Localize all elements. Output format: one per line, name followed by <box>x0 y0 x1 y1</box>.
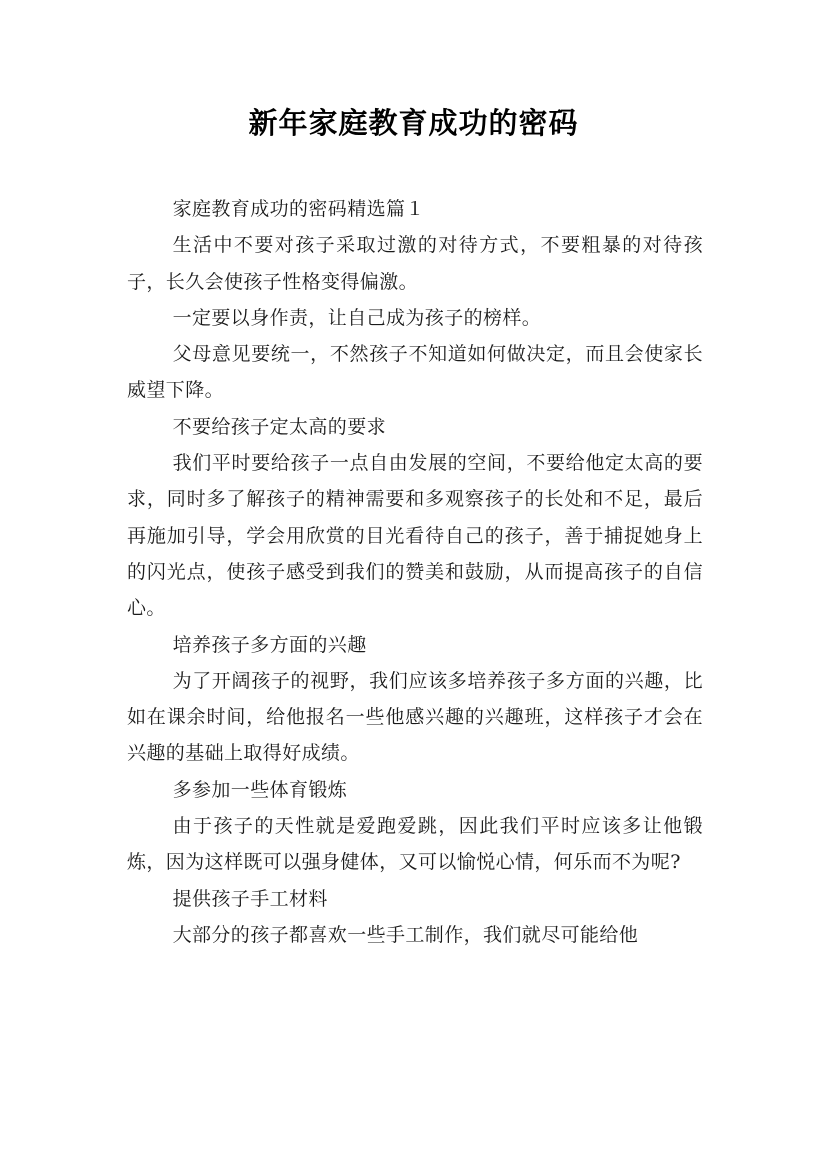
paragraph: 生活中不要对孩子采取过激的对待方式，不要粗暴的对待孩子，长久会使孩子性格变得偏激。 <box>127 234 703 293</box>
paragraph: 不要给孩子定太高的要求 <box>172 415 386 438</box>
paragraph: 父母意见要统一，不然孩子不知道如何做决定，而且会使家长威望下降。 <box>127 343 703 402</box>
paragraph: 家庭教育成功的密码精选篇１ <box>172 198 425 220</box>
paragraph: 大部分的孩子都喜欢一些手工制作，我们就尽可能给他 <box>172 923 639 946</box>
paragraph: 培养孩子多方面的兴趣 <box>172 633 367 656</box>
paragraph: 一定要以身作责，让自己成为孩子的榜样。 <box>172 306 542 329</box>
document-title: 新年家庭教育成功的密码 <box>248 106 579 140</box>
paragraph: 我们平时要给孩子一点自由发展的空间，不要给他定太高的要求，同时多了解孩子的精神需要和多观察孩子的长处和不足，最后再施加引导，学会用欣赏的目光看待自己的孩子，善于捕捉她身上的闪光点，使孩子感受到我们的赞美和鼓励，从而提高孩子的自信心。 <box>127 452 703 620</box>
document-body <box>127 191 703 953</box>
paragraph: 由于孩子的天性就是爱跑爱跳，因此我们平时应该多让他锻炼，因为这样既可以强身健体，又可以愉悦心情，何乐而不为呢? <box>127 815 703 874</box>
paragraph: 多参加一些体育锻炼 <box>172 778 348 801</box>
paragraph: 提供孩子手工材料 <box>172 887 328 910</box>
paragraph: 为了开阔孩子的视野，我们应该多培养孩子多方面的兴趣，比如在课余时间，给他报名一些他感兴趣的兴趣班，这样孩子才会在兴趣的基础上取得好成绩。 <box>127 669 703 765</box>
